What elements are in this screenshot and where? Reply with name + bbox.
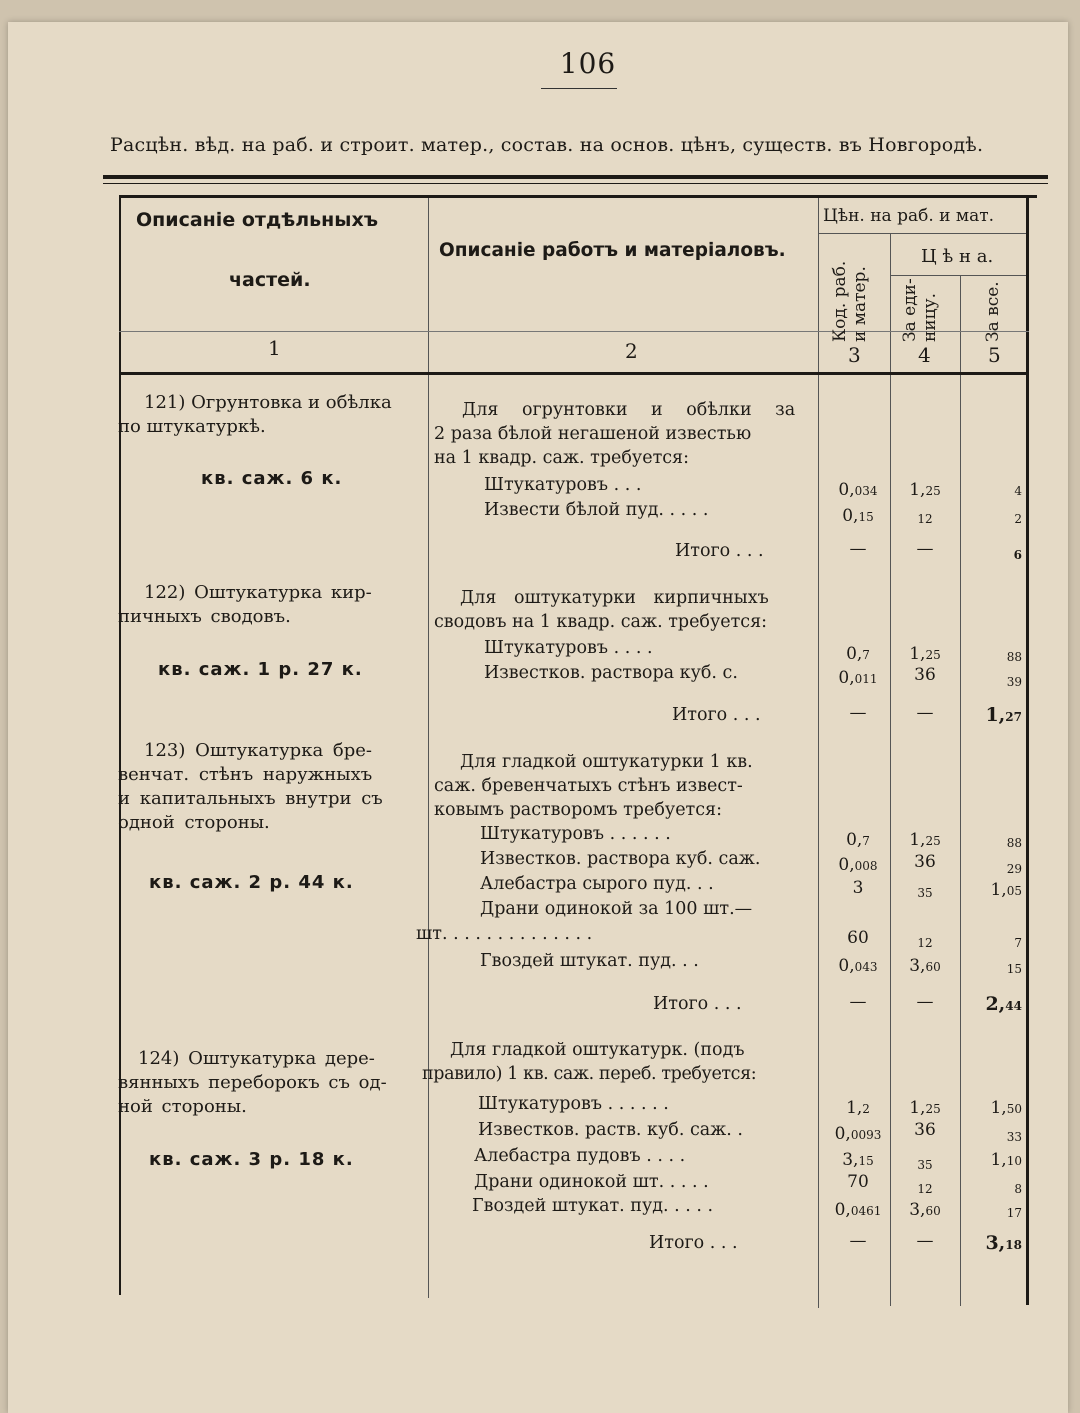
col-divider-1 <box>428 198 429 1298</box>
table-right-border <box>1026 195 1029 1305</box>
entry-124-qty-4: 70 <box>847 1172 869 1192</box>
column-number-rule <box>119 372 1029 375</box>
entry-122-total-2: 39 <box>1006 675 1022 689</box>
entry-123-qty-3: 3 <box>852 878 864 898</box>
entry-124-item-1: Штукатуровъ . . . . . . <box>478 1094 669 1114</box>
entry-122-total-1: 88 <box>1006 650 1022 664</box>
col1-header-cont: частей. <box>229 269 311 291</box>
entry-123-part: 123) Оштукатурка бре- венчат. стѣнъ наружныхъ и капитальныхъ внутри съ одной стороны. <box>118 740 383 833</box>
entry-123-unit-3: 35 <box>917 886 933 900</box>
col3-header: Код. раб. и матер. <box>830 260 870 342</box>
entry-121-total-1: 4 <box>1014 484 1022 498</box>
price-sub-header: Ц ѣ н а. <box>921 246 994 267</box>
entry-123-total-3: 1,05 <box>990 880 1022 900</box>
entry-121-item-1: Штукатуровъ . . . <box>484 475 642 495</box>
entry-124-total-1: 1,50 <box>990 1098 1022 1118</box>
entry-124-unit-5: 3,60 <box>909 1200 941 1220</box>
entry-121-unit-2: 12 <box>917 512 933 526</box>
entry-122-desc: Для оштукатурки кирпичныхъ сводовъ на 1 квадр. саж. требуется: <box>434 588 769 632</box>
entry-124-unit-4: 12 <box>917 1182 933 1196</box>
entry-123-total-1: 88 <box>1006 836 1022 850</box>
entry-122-total-unit: — <box>916 703 934 723</box>
entry-123-total-5: 15 <box>1006 962 1022 976</box>
entry-124-qty-3: 3,15 <box>842 1150 874 1170</box>
entry-123-total-qty: — <box>849 992 867 1012</box>
header-rule-thin <box>103 183 1048 184</box>
entry-124-item-3: Алебастра пудовъ . . . . <box>474 1146 686 1166</box>
entry-122-price: кв. саж. 1 р. 27 к. <box>158 659 363 680</box>
entry-123-item-3: Алебастра сырого пуд. . . <box>480 874 714 894</box>
entry-122-total-label: Итого . . . <box>672 705 761 725</box>
entry-121-unit-1: 1,25 <box>909 480 941 500</box>
header-bottom-rule <box>119 331 1029 332</box>
entry-121-item-2: Извести бѣлой пуд. . . . . <box>484 500 709 520</box>
entry-124-qty-1: 1,2 <box>846 1098 870 1118</box>
entry-123-total-sum: 2,44 <box>985 993 1022 1015</box>
entry-124-qty-2: 0,0093 <box>834 1124 882 1144</box>
entry-123-total-unit: — <box>916 992 934 1012</box>
entry-121-desc: Для огрунтовки и обѣлки за 2 раза бѣлой негашеной известью на 1 квадр. саж. требуется: <box>434 400 796 468</box>
entry-124-part: 124) Оштукатурка дере- вянныхъ переборокъ съ од- ной стороны. <box>118 1048 387 1117</box>
entry-123-unit-4: 12 <box>917 936 933 950</box>
entry-123-item-2: Известков. раствора куб. саж. <box>480 849 761 869</box>
entry-124-unit-3: 35 <box>917 1158 933 1172</box>
entry-121-total-qty: — <box>849 539 867 559</box>
header-rule-thick <box>103 175 1048 179</box>
entry-124-total-sum: 3,18 <box>985 1232 1022 1254</box>
page-number-underline <box>541 88 617 89</box>
entry-124-price: кв. саж. 3 р. 18 к. <box>149 1149 354 1170</box>
entry-123-item-4: Драни одинокой за 100 шт.— <box>480 899 753 919</box>
col-number-5: 5 <box>988 343 1001 367</box>
entry-124-unit-2: 36 <box>914 1120 936 1140</box>
entry-121-total-sum: 6 <box>1013 548 1022 562</box>
entry-121-price: кв. саж. 6 к. <box>201 468 343 489</box>
entry-123-qty-1: 0,7 <box>846 830 870 850</box>
entry-123-item-5: Гвоздей штукат. пуд. . . <box>480 951 699 971</box>
col-divider-2 <box>818 198 819 1308</box>
price-group-header: Цѣн. на раб. и мат. <box>823 206 995 226</box>
entry-123-unit-2: 36 <box>914 852 936 872</box>
entry-124-total-3: 1,10 <box>990 1150 1022 1170</box>
col-number-1: 1 <box>268 336 281 360</box>
entry-123-price: кв. саж. 2 р. 44 к. <box>149 872 354 893</box>
entry-124-total-unit: — <box>916 1231 934 1251</box>
entry-124-total-qty: — <box>849 1231 867 1251</box>
col5-header: За все. <box>983 281 1003 342</box>
entry-123-item-4-cont: шт. . . . . . . . . . . . . . <box>416 924 593 944</box>
entry-124-total-2: 33 <box>1006 1130 1022 1144</box>
entry-124-item-4: Драни одинокой шт. . . . . <box>474 1172 709 1192</box>
entry-122-part: 122) Оштукатурка кир- пичныхъ сводовъ. <box>118 582 372 627</box>
entry-123-unit-1: 1,25 <box>909 830 941 850</box>
col-number-3: 3 <box>848 343 861 367</box>
col2-header: Описаніе работъ и матеріаловъ. <box>439 240 786 261</box>
entry-121-qty-2: 0,15 <box>842 506 874 526</box>
entry-123-total-4: 7 <box>1014 936 1022 950</box>
entry-123-qty-2: 0,008 <box>838 855 878 875</box>
entry-121-qty-1: 0,034 <box>838 480 878 500</box>
entry-121-total-2: 2 <box>1014 512 1022 526</box>
entry-123-unit-5: 3,60 <box>909 956 941 976</box>
entry-123-total-2: 29 <box>1006 862 1022 876</box>
entry-122-unit-2: 36 <box>914 665 936 685</box>
page-number: 106 <box>559 47 617 80</box>
entry-123-qty-4: 60 <box>847 928 869 948</box>
entry-123-desc: Для гладкой оштукатурки 1 кв. саж. бревенчатыхъ стѣнъ извест- ковымъ растворомъ требуется: <box>434 752 753 820</box>
entry-123-total-label: Итого . . . <box>653 994 742 1014</box>
entry-124-desc: Для гладкой оштукатурк. (подъ правило) 1 кв. саж. переб. требуется: <box>422 1040 757 1084</box>
entry-123-item-1: Штукатуровъ . . . . . . <box>480 824 671 844</box>
entry-123-qty-5: 0,043 <box>838 956 878 976</box>
scanned-page <box>8 22 1068 1413</box>
running-header: Расцѣн. вѣд. на раб. и строит. матер., состав. на основ. цѣнъ, существ. въ Новгородѣ. <box>110 134 984 156</box>
entry-124-total-4: 8 <box>1014 1182 1022 1196</box>
price-sub-rule <box>890 275 1026 276</box>
entry-124-item-2: Известков. раств. куб. саж. . <box>478 1120 743 1140</box>
entry-124-total-5: 17 <box>1006 1206 1022 1220</box>
col-divider-3 <box>890 234 891 1306</box>
table-left-border <box>119 195 121 1295</box>
entry-122-unit-1: 1,25 <box>909 644 941 664</box>
col1-header: Описаніе отдѣльныхъ <box>136 209 378 231</box>
col-number-4: 4 <box>918 343 931 367</box>
entry-122-item-1: Штукатуровъ . . . . <box>484 638 653 658</box>
entry-122-item-2: Известков. раствора куб. с. <box>484 663 738 683</box>
entry-124-unit-1: 1,25 <box>909 1098 941 1118</box>
entry-124-total-label: Итого . . . <box>649 1233 738 1253</box>
entry-124-qty-5: 0,0461 <box>834 1200 882 1220</box>
price-group-rule <box>818 233 1026 234</box>
entry-121-total-label: Итого . . . <box>675 541 764 561</box>
entry-122-qty-1: 0,7 <box>846 644 870 664</box>
entry-122-total-sum: 1,27 <box>985 704 1022 726</box>
col4-header: За еди- ницу. <box>900 278 940 342</box>
col-number-2: 2 <box>625 339 638 363</box>
entry-124-item-5: Гвоздей штукат. пуд. . . . . <box>472 1196 714 1216</box>
entry-122-total-qty: — <box>849 703 867 723</box>
entry-121-part: 121) Огрунтовка и обѣлка по штукатуркѣ. <box>118 392 392 437</box>
entry-121-total-unit: — <box>916 539 934 559</box>
entry-122-qty-2: 0,011 <box>838 668 878 688</box>
